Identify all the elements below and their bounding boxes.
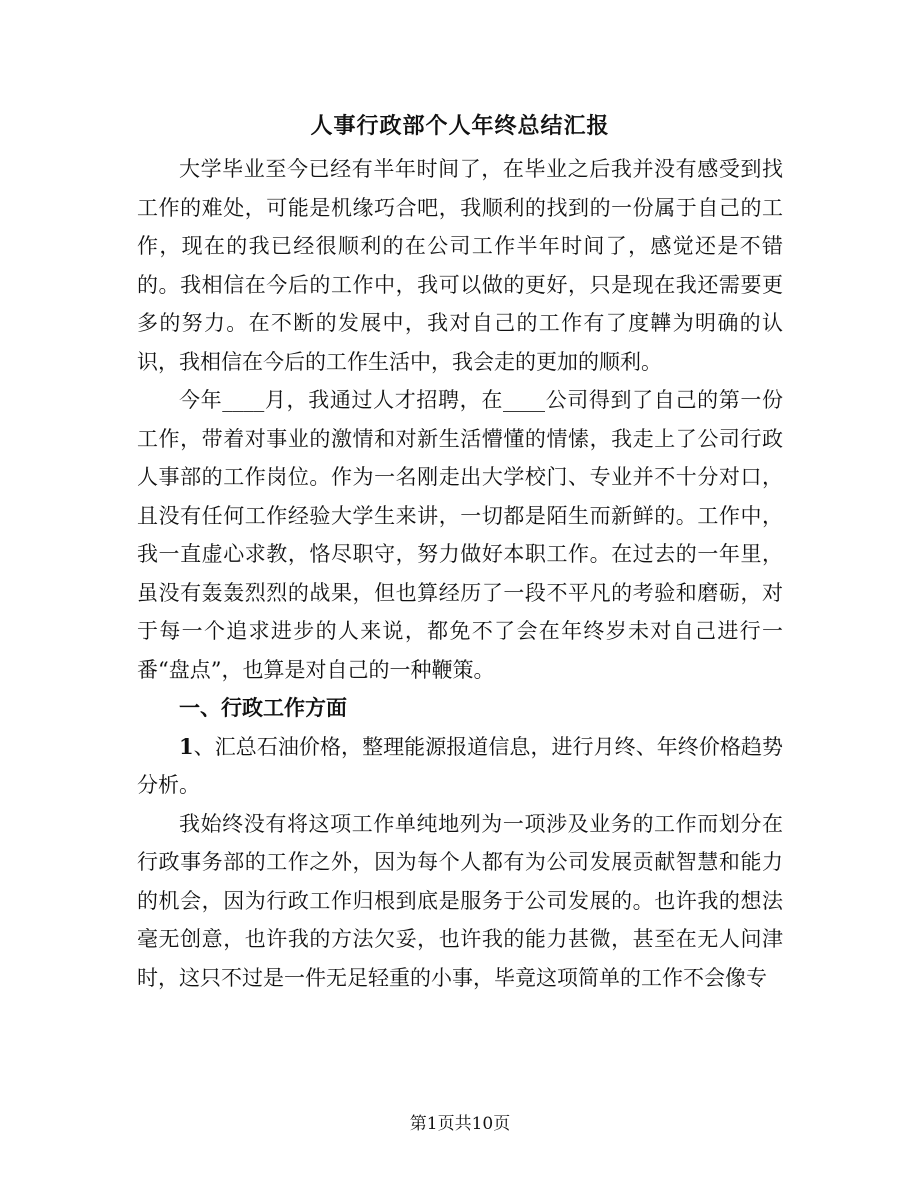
section-heading: 一、行政工作方面 — [179, 695, 347, 720]
document-body — [137, 150, 783, 997]
page-number-footer: 第1页共10页 — [409, 1114, 511, 1134]
background-paragraph: 今年____月，我通过人才招聘，在____公司得到了自己的第一份工作，带着对事业的激情和对新生活懵懂的情愫，我走上了公司行政人事部的工作岗位。作为一名刚走出大学校门、专业并不十分对口，且没有任何工作经验大学生来讲，一切都是陌生而新鲜的。工作中，我一直虚心求教，恪尽职守，努力做好本职工作。在过去的一年里，虽没有轰轰烈烈的战果，但也算经历了一段不平凡的考验和磨砺，对于每一个追求进步的人来说，都免不了会在年终岁未对自己进行一番“盘点”，也算是对自己的一种鞭策。 — [137, 388, 783, 682]
item-text: 、汇总石油价格，整理能源报道信息，进行月终、年终价格趋势分析。 — [137, 734, 783, 797]
intro-paragraph: 大学毕业至今已经有半年时间了，在毕业之后我并没有感受到找工作的难处，可能是机缘巧合吧，我顺利的找到的一份属于自己的工作，现在的我已经很顺利的在公司工作半年时间了，感觉还是不错的。我相信在今后的工作中，我可以做的更好，只是现在我还需要更多的努力。在不断的发展中，我对自己的工作有了度韡为明确的认识，我相信在今后的工作生活中，我会走的更加的顺利。 — [137, 157, 783, 374]
list-item — [137, 728, 783, 805]
closing-paragraph: 我始终没有将这项工作单纯地列为一项涉及业务的工作而划分在行政事务部的工作之外，因为每个人都有为公司发展贡献智慧和能力的机会，因为行政工作归根到底是服务于公司发展的。也许我的想法毫无创意，也许我的方法欠妥，也许我的能力甚微，甚至在无人问津时，这只不过是一件无足轻重的小事，毕竟这项简单的工作不会像专 — [137, 811, 783, 990]
document-title: 人事行政部个人年终总结汇报 — [310, 113, 610, 139]
item-number: 1 — [179, 733, 194, 759]
